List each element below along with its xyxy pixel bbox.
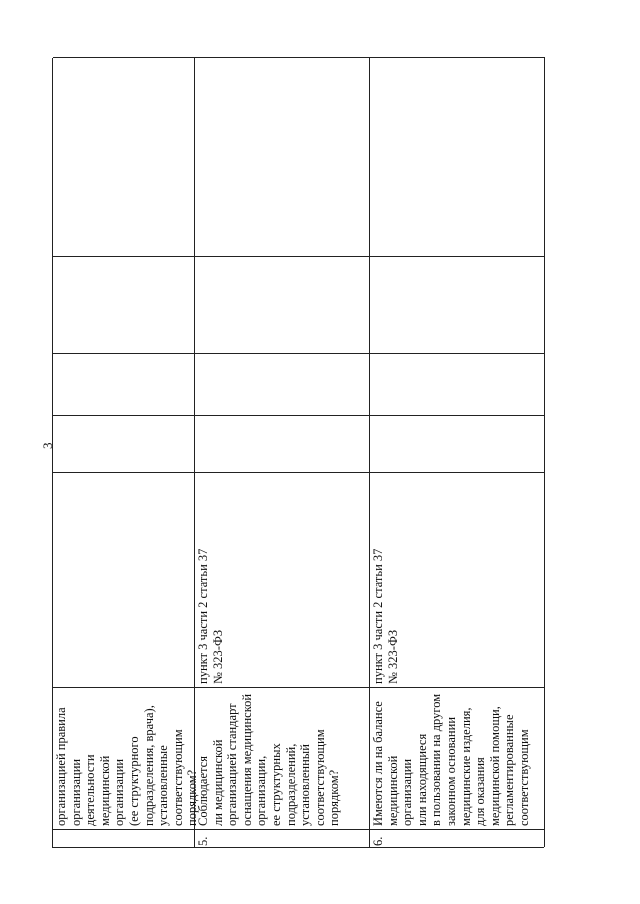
reference-cell: пункт 3 части 2 статьи 37 № 323-ФЗ xyxy=(370,472,545,687)
question-cell: организацией правила организации деятельности медицинской организации (ее структурного подразделения, врача), установленные соответствующим порядком? xyxy=(53,687,195,829)
question-cell: Имеются ли на балансе медицинской организации или находящиеся в пользовании на другом законном основании медицинские изделия, для оказания медицинской помощи, регламентированные соответствующим xyxy=(370,687,545,829)
answer-cell xyxy=(370,353,545,415)
reference-cell: пункт 3 части 2 статьи 37 № 323-ФЗ xyxy=(195,472,370,687)
answer-cell xyxy=(195,415,370,472)
answer-cell xyxy=(195,256,370,353)
note-cell xyxy=(370,57,545,256)
checklist-table xyxy=(52,58,544,848)
answer-cell xyxy=(370,415,545,472)
page-number: 3 xyxy=(40,442,55,449)
note-cell xyxy=(53,57,195,256)
row-number: 5. xyxy=(195,829,370,847)
answer-cell xyxy=(53,353,195,415)
note-cell xyxy=(195,57,370,256)
reference-cell xyxy=(53,472,195,687)
answer-cell xyxy=(195,353,370,415)
answer-cell xyxy=(370,256,545,353)
table-container xyxy=(52,58,544,848)
row-number xyxy=(53,829,195,847)
answer-cell xyxy=(53,256,195,353)
question-cell: Соблюдается ли медицинской организацией стандарт оснащения медицинской организации, ее структурных подразделений, установленный соответствующим порядком? xyxy=(195,687,370,829)
answer-cell xyxy=(53,415,195,472)
row-number: 6. xyxy=(370,829,545,847)
